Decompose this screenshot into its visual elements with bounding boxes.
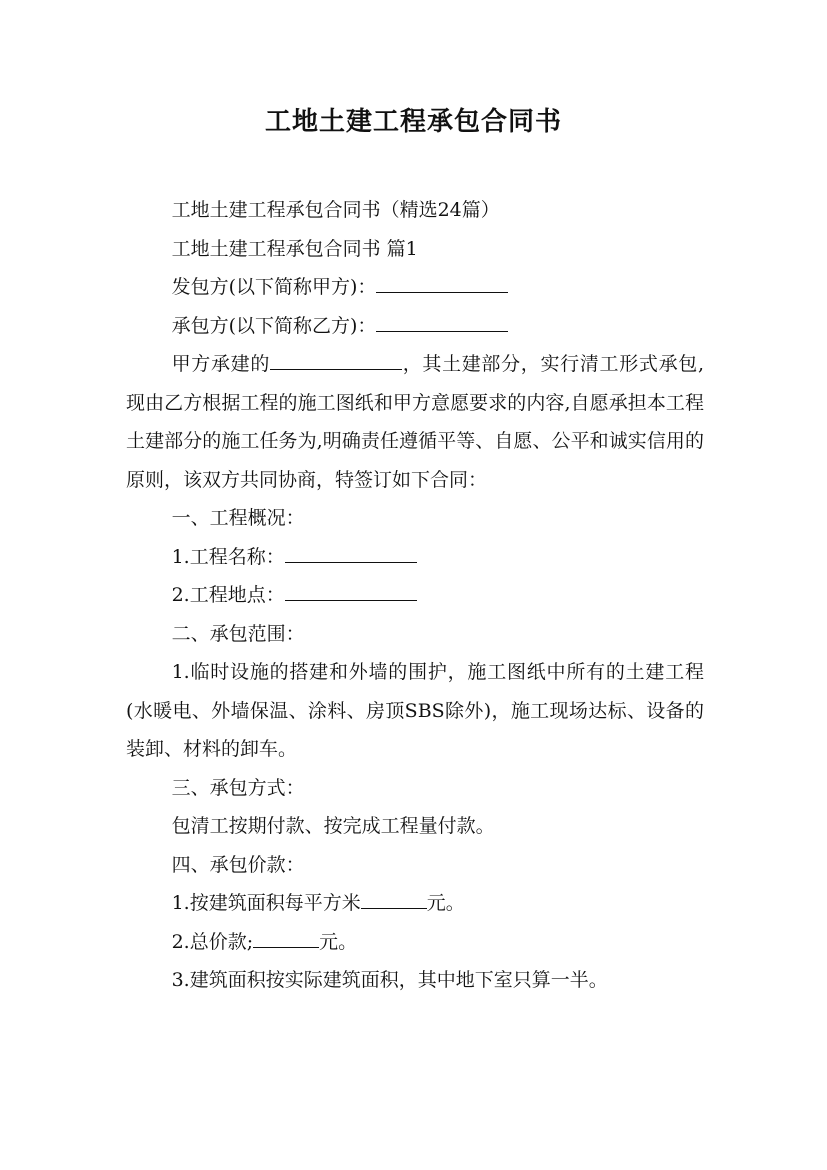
scope-paragraph: 1.临时设施的搭建和外墙的围护，施工图纸中所有的土建工程(水暖电、外墙保温、涂料、房顶SBS除外)，施工现场达标、设备的装卸、材料的卸车。: [126, 661, 704, 760]
price-total-label: 2.总价款;: [171, 930, 254, 953]
intro-post: ，其土建部分，实行清工形式承包,现由乙方根据工程的施工图纸和甲方意愿要求的内容,自愿承担本工程土建部分的施工任务为,明确责任遵循平等、自愿、公平和诚实信用的原则，该双方共同协商，特签订如下合同：: [126, 353, 704, 491]
party-a-line: [126, 268, 704, 307]
section-scope-heading: 二、承包范围：: [171, 622, 305, 645]
price-total-blank: [253, 927, 319, 948]
project-name-line: [126, 538, 704, 577]
price-total-suffix: 元。: [319, 930, 358, 953]
project-name-blank: [285, 542, 417, 563]
party-b-blank: [376, 311, 508, 332]
area-rule-line: 3.建筑面积按实际建筑面积，其中地下室只算一半。: [171, 969, 608, 991]
intro-pre: 甲方承建的: [171, 353, 271, 375]
price-unit-blank: [361, 888, 427, 909]
price-total-line: [126, 923, 704, 962]
subtitle-line: 工地土建工程承包合同书（精选24篇）: [171, 199, 500, 221]
project-place-blank: [285, 580, 417, 601]
party-a-blank: [376, 272, 508, 293]
document-title: 工地土建工程承包合同书: [264, 107, 562, 137]
document-body: [126, 191, 704, 1000]
price-unit-label: 1.按建筑面积每平方米: [171, 892, 361, 914]
section-price-heading: 四、承包价款：: [171, 853, 305, 876]
party-a-label: 发包方(以下简称甲方)：: [171, 276, 377, 298]
party-b-label: 承包方(以下简称乙方)：: [171, 314, 377, 337]
project-place-line: [126, 576, 704, 615]
price-unit-line: [126, 884, 704, 923]
section-overview-heading: 一、工程概况：: [171, 507, 305, 529]
party-b-line: [126, 307, 704, 346]
project-name-label: 1.工程名称：: [171, 545, 285, 568]
intro-paragraph: [126, 345, 704, 499]
project-place-label: 2.工程地点：: [171, 584, 285, 606]
price-unit-suffix: 元。: [426, 892, 465, 914]
section-method-heading: 三、承包方式：: [171, 776, 305, 799]
chapter-heading: 工地土建工程承包合同书 篇1: [171, 237, 418, 260]
method-line: 包清工按期付款、按完成工程量付款。: [171, 815, 495, 837]
project-blank: [270, 349, 402, 370]
